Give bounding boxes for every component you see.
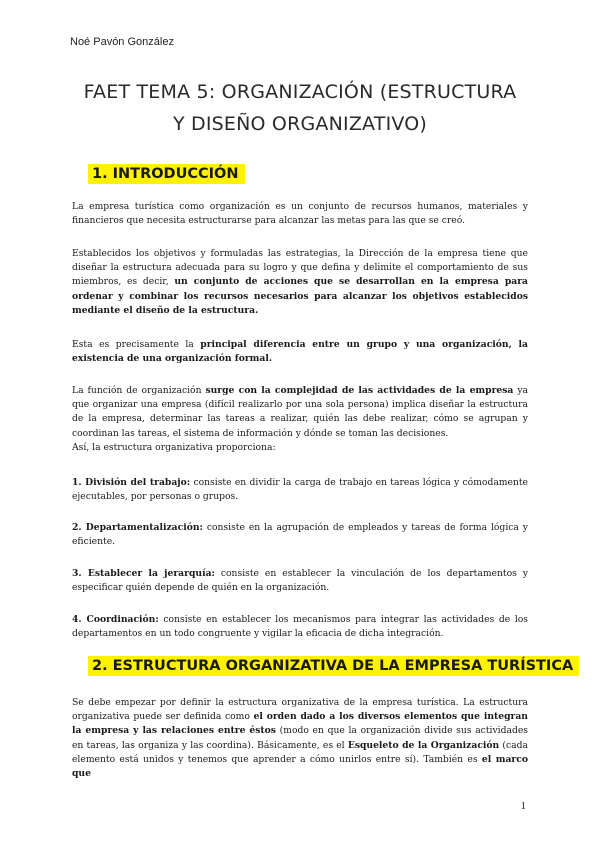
list-item (72, 476, 528, 504)
list-item-text: consiste en establecer la vinculación de los departamentos y especificar quién depende de quién en la organización. (72, 568, 528, 594)
section-heading-text: 2. ESTRUCTURA ORGANIZATIVA DE LA EMPRESA TURÍSTICA (88, 656, 579, 676)
paragraph-text: Así, la estructura organizativa proporciona: (72, 441, 276, 453)
title-line-2: Y DISEÑO ORGANIZATIVO) (172, 113, 428, 135)
bold-text: surge con la complejidad de las actividades de la empresa (205, 385, 514, 396)
list-item (72, 567, 528, 595)
section-heading-introduccion (88, 163, 245, 185)
paragraph-text: (cada elemento está unidos y tenemos que aprender a cómo unirlos entre sí). También es (72, 739, 528, 765)
paragraph-5 (72, 696, 528, 781)
bold-text: el orden dado a los diversos elementos que integran la empresa y las relaciones entre éstos (72, 711, 528, 737)
paragraph-4 (72, 384, 528, 455)
paragraph-text: La función de organización (72, 385, 206, 396)
list-item-label: 3. Establecer la jerarquía: (72, 568, 215, 579)
paragraph-2 (72, 247, 528, 318)
list-item-text: consiste en dividir la carga de trabajo en tareas lógica y cómodamente ejecutables, por personas o grupos. (72, 477, 528, 503)
bold-text: Esqueleto de la Organización (347, 739, 500, 751)
list-item-label: 4. Coordinación: (72, 614, 159, 625)
list-item-label: 1. División del trabajo: (72, 477, 191, 488)
paragraph-text: La empresa turística como organización es un conjunto de recursos humanos, materiales y financieros que necesita estructurarse para alcanzar las metas para las que se creó. (72, 201, 528, 227)
author-name: Noé Pavón González (70, 36, 174, 48)
page-number: 1 (520, 800, 526, 812)
list-item (72, 521, 528, 549)
section-heading-text: 1. INTRODUCCIÓN (88, 164, 245, 184)
bold-text: un conjunto de acciones que se desarrollan en la empresa para ordenar y combinar los recursos necesarios para alcanzar los objetivos establecidos mediante el diseño de la estructura. (72, 276, 528, 316)
section-heading-estructura (88, 655, 579, 677)
paragraph-text: Establecidos los objetivos y formuladas las estrategias, la Dirección de la empresa tiene que diseñar la estructura adecuada para su logro y que defina y delimite el comportamiento de sus miembros, es decir, (72, 248, 528, 288)
list-item (72, 613, 528, 641)
list-item-text: consiste en establecer los mecanismos para integrar las actividades de los departamentos en un todo congruente y vigilar la eficacia de dicha integración. (72, 614, 528, 640)
bold-text: principal diferencia entre un grupo y una organización, la existencia de una organización formal. (72, 339, 528, 365)
list-item-label: 2. Departamentalización: (72, 522, 203, 533)
paragraph-text: Se debe empezar por definir la estructura organizativa de la empresa turística. La estructura organizativa puede ser definida como (72, 697, 528, 723)
paragraph-text: ya que organizar una empresa (difícil realizarlo por una sola persona) implica diseñar la estructura de la empresa, determinar las tareas a realizar, quién las debe realizar, cómo se agrupan y coordinan las tareas, el sistema de información y dónde se toman las decisiones. (72, 385, 529, 439)
paragraph-3 (72, 338, 528, 366)
paragraph-text: (modo en que la organización divide sus actividades en tareas, las organiza y las coordina). Básicamente, es el (72, 725, 528, 751)
title-line-1: FAET TEMA 5: ORGANIZACIÓN (ESTRUCTURA (83, 81, 517, 103)
paragraph-text: Esta es precisamente la (72, 339, 201, 350)
paragraph-1 (72, 200, 528, 228)
list-item-text: consiste en la agrupación de empleados y tareas de forma lógica y eficiente. (72, 522, 528, 548)
document-title (60, 76, 540, 140)
bold-text: el marco que (72, 753, 528, 780)
